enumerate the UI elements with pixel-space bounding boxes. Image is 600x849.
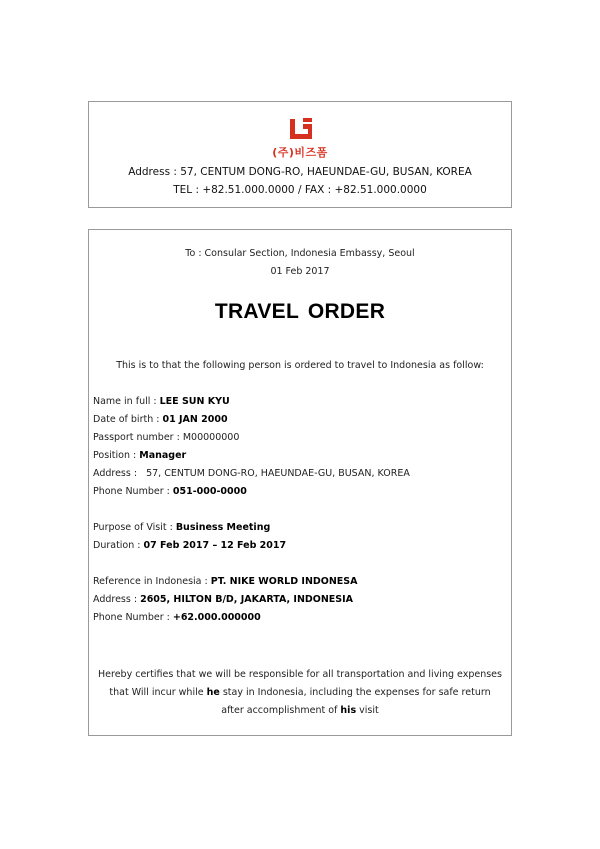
company-contact: TEL : +82.51.000.0000 / FAX : +82.51.000.0000 bbox=[173, 184, 427, 196]
detail-row-purpose bbox=[93, 522, 270, 533]
detail-label: Passport number : bbox=[93, 432, 183, 443]
detail-label: Address : bbox=[93, 594, 141, 605]
cert-text: after accomplishment of bbox=[221, 705, 341, 716]
detail-value: LEE SUN KYU bbox=[159, 396, 230, 407]
cert-text: that Will incur while bbox=[109, 687, 207, 698]
cert-emphasis: he bbox=[206, 687, 220, 698]
cert-text: stay in Indonesia, including the expenses for safe return bbox=[219, 687, 491, 698]
detail-label: Address : bbox=[93, 468, 141, 479]
detail-value: Business Meeting bbox=[175, 522, 271, 533]
document-date: 01 Feb 2017 bbox=[270, 266, 330, 277]
detail-row-phone bbox=[93, 486, 247, 497]
detail-row-passport bbox=[93, 432, 239, 443]
detail-label: Name in full : bbox=[93, 396, 160, 407]
detail-label: Phone Number : bbox=[93, 612, 173, 623]
detail-row-position bbox=[93, 450, 186, 461]
cert-emphasis: his bbox=[340, 705, 357, 716]
cert-text: visit bbox=[356, 705, 379, 716]
company-address: Address : 57, CENTUM DONG-RO, HAEUNDAE-GU, BUSAN, KOREA bbox=[128, 166, 472, 178]
certification-line-3 bbox=[89, 705, 511, 716]
detail-value: 57, CENTUM DONG-RO, HAEUNDAE-GU, BUSAN, KOREA bbox=[146, 468, 410, 479]
detail-label: Reference in Indonesia : bbox=[93, 576, 211, 587]
detail-row-reference-address bbox=[93, 594, 353, 605]
detail-row-duration bbox=[93, 540, 286, 551]
certification-line-1: Hereby certifies that we will be responsible for all transportation and living expenses bbox=[98, 669, 502, 680]
detail-row-reference-phone bbox=[93, 612, 261, 623]
detail-label: Position : bbox=[93, 450, 140, 461]
detail-row-address bbox=[93, 468, 410, 479]
company-header bbox=[88, 101, 512, 208]
detail-value: +62.000.000000 bbox=[172, 612, 261, 623]
company-logo-icon bbox=[287, 117, 313, 143]
detail-value: 01 JAN 2000 bbox=[162, 414, 228, 425]
detail-value: 2605, HILTON B/D, JAKARTA, INDONESIA bbox=[140, 594, 354, 605]
recipient-line: To : Consular Section, Indonesia Embassy, Seoul bbox=[185, 248, 415, 259]
detail-label: Purpose of Visit : bbox=[93, 522, 176, 533]
document-title: TRAVEL ORDER bbox=[214, 300, 386, 323]
detail-row-birth bbox=[93, 414, 228, 425]
detail-row-reference bbox=[93, 576, 358, 587]
detail-row-name bbox=[93, 396, 230, 407]
detail-label: Phone Number : bbox=[93, 486, 173, 497]
company-logo-text: (주)비즈폼 bbox=[272, 146, 328, 159]
detail-value: Manager bbox=[139, 450, 187, 461]
detail-value: PT. NIKE WORLD INDONESA bbox=[210, 576, 358, 587]
certification-line-2 bbox=[89, 687, 511, 698]
detail-label: Duration : bbox=[93, 540, 144, 551]
detail-value: 07 Feb 2017 – 12 Feb 2017 bbox=[143, 540, 287, 551]
detail-label: Date of birth : bbox=[93, 414, 163, 425]
intro-text: This is to that the following person is ordered to travel to Indonesia as follow: bbox=[116, 360, 484, 371]
travel-order-body bbox=[88, 229, 512, 736]
detail-value: M00000000 bbox=[182, 432, 240, 443]
detail-value: 051-000-0000 bbox=[172, 486, 247, 497]
